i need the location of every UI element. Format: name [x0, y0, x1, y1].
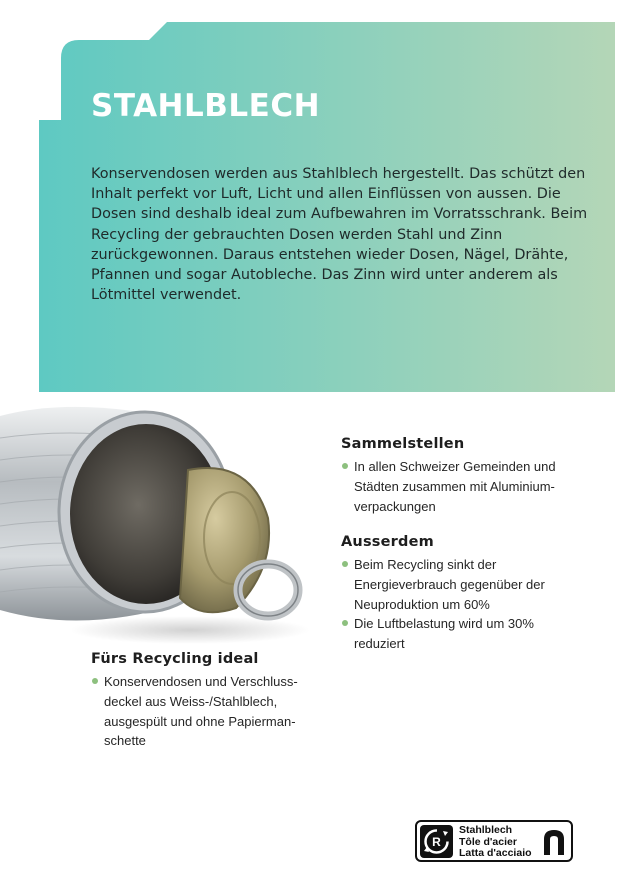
- page-title: STAHLBLECH: [91, 88, 321, 124]
- bullet-item: In allen Schweizer Gemeinden und Städten zusammen mit Aluminium-verpackungen: [341, 457, 581, 516]
- magnet-icon: [541, 827, 567, 861]
- hero-panel: [39, 22, 615, 392]
- logo-line-de: Stahlblech: [459, 824, 513, 836]
- section-title: Sammelstellen: [341, 436, 465, 452]
- section-fuers-recycling: [91, 651, 321, 751]
- logo-text: [459, 825, 532, 860]
- section-title: Ausserdem: [341, 534, 434, 550]
- logo-line-fr: Tôle d'acier: [459, 835, 517, 848]
- recycle-letter: R: [432, 835, 441, 849]
- tin-can-image: [0, 398, 318, 650]
- bullet-list: [341, 555, 581, 654]
- intro-paragraph: Konservendosen werden aus Stahlblech hergestellt. Das schützt den Inhalt perfekt vor Luft, Licht und allen Einflüssen von aussen. Die Dosen sind deshalb ideal zum Aufbewahren im Vorratsschrank. Beim Recycling der gebrauchten Dosen werden Stahl und Zinn zurückgewonnen. Daraus entstehen wieder Dosen, Nägel, Drähte, Pfannen und sogar Autobleche. Das Zinn wird unter anderem als Lötmittel verwendet.: [91, 166, 588, 304]
- steel-recycling-logo: [415, 820, 573, 862]
- recycle-r-icon: [420, 825, 453, 858]
- bullet-item: Konservendosen und Verschluss-deckel aus Weiss-/Stahlblech, ausgespült und ohne Papierman-schette: [91, 672, 321, 751]
- section-sammelstellen: [341, 436, 581, 516]
- bullet-item: Die Luftbelastung wird um 30% reduziert: [341, 614, 581, 654]
- bullet-item: Beim Recycling sinkt der Energieverbrauch gegenüber der Neuproduktion um 60%: [341, 555, 581, 614]
- section-ausserdem: [341, 534, 581, 654]
- bullet-list: [341, 457, 581, 516]
- bullet-list: [91, 672, 321, 751]
- logo-line-it: Latta d'acciaio: [459, 847, 532, 859]
- section-title: Fürs Recycling ideal: [91, 651, 259, 667]
